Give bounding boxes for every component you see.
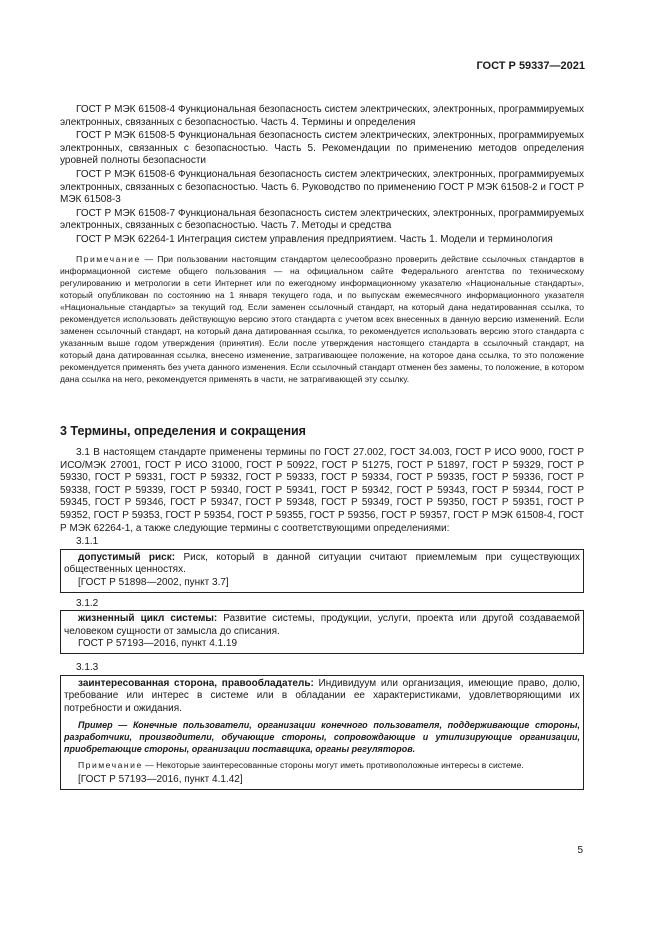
- note-text: — При пользовании настоящим стандартом целесообразно проверить действие ссылочных стандартов в информационной системе общего пользования — на официальном сайте Федерального агентства по техническому регулированию и метрологии в сети Интернет или по ежегодному информационному указателю «Национальные стандарты», который опубликован по состоянию на 1 января текущего года, и по выпускам ежемесячного информационного указателя «Национальные стандарты» за текущий год. Если заменен ссылочный стандарт, на который дана недатированная ссылка, то рекомендуется использовать действующую версию этого стандарта с учетом всех внесенных в данную версию изменений. Если заменен ссылочный стандарт, на который дана датированная ссылка, то рекомендуется использовать версию этого стандарта с указанным выше годом утверждения (принятия). Если после утверждения настоящего стандарта в ссылочный стандарт, на который дана датированная ссылка, внесено изменение, затрагивающее положение, на которое дана ссылка, то это положение рекомендуется применять без учета данного изменения. Если ссылочный стандарт отменен без замены, то положение, в котором дана ссылка на него, рекомендуется применять в части, не затрагивающей эту ссылку.: [60, 254, 584, 384]
- note-label: Примечание: [76, 254, 141, 264]
- term-title: заинтересованная сторона, правообладатель:: [78, 677, 314, 689]
- term-definition: Развитие системы, продукции, услуги, проекта или другой создаваемой человеком сущности от замысла до списания.: [64, 613, 580, 637]
- reference-item: ГОСТ Р МЭК 61508-5 Функциональная безопасность систем электрических, электронных, программируемых электронных, связанных с безопасностью. Часть 5. Рекомендации по применению методов определения уровней полноты безопасности: [60, 130, 584, 167]
- term-source: ГОСТ Р 57193—2016, пункт 4.1.19: [78, 638, 238, 650]
- term-box: [60, 675, 584, 790]
- term-number: 3.1.2: [76, 597, 99, 609]
- section-intro: 3.1 В настоящем стандарте применены термины по ГОСТ 27.002, ГОСТ 34.003, ГОСТ Р ИСО 9000, ГОСТ Р ИСО/МЭК 27001, ГОСТ Р ИСО 31000, ГОСТ Р 50922, ГОСТ Р 51275, ГОСТ Р 51897, ГОСТ Р 59329, ГОСТ Р 59330, ГОСТ Р 59331, ГОСТ Р 59332, ГОСТ Р 59333, ГОСТ Р 59334, ГОСТ Р 59335, ГОСТ Р 59336, ГОСТ Р 59338, ГОСТ Р 59339, ГОСТ Р 59340, ГОСТ Р 59341, ГОСТ Р 59342, ГОСТ Р 59343, ГОСТ Р 59344, ГОСТ Р 59345, ГОСТ Р 59346, ГОСТ Р 59347, ГОСТ Р 59348, ГОСТ Р 59349, ГОСТ Р 59350, ГОСТ Р 59351, ГОСТ Р 59352, ГОСТ Р 59353, ГОСТ Р 59354, ГОСТ Р 59355, ГОСТ Р 59356, ГОСТ Р 59357, ГОСТ Р МЭК 61508-4, ГОСТ Р МЭК 62264-1, а также следующие термины с соответствующими определениями:: [60, 447, 584, 534]
- references-list: [60, 104, 584, 248]
- reference-item: ГОСТ Р МЭК 62264-1 Интеграция систем управления предприятием. Часть 1. Модели и терминология: [76, 233, 553, 245]
- term-source: [ГОСТ Р 51898—2002, пункт 3.7]: [78, 576, 229, 588]
- document-header-id: ГОСТ Р 59337—2021: [476, 60, 585, 72]
- section-3: [60, 424, 584, 790]
- note-text: — Некоторые заинтересованные стороны могут иметь противоположные интересы в системе.: [142, 760, 524, 771]
- term-box: [60, 610, 584, 654]
- term-definition: Риск, который в данной ситуации считают приемлемым при существующих общественных ценностях.: [64, 551, 580, 576]
- term-source: [ГОСТ Р 57193—2016, пункт 4.1.42]: [78, 774, 243, 786]
- term-title: допустимый риск:: [78, 551, 176, 563]
- reference-item: ГОСТ Р МЭК 61508-7 Функциональная безопасность систем электрических, электронных, программируемых электронных, связанных с безопасностью. Часть 7. Методы и средства: [60, 207, 584, 232]
- term-definition: Индивидуум или организация, имеющие право, долю, требование или интерес в системе или в обладании ее характеристиками, удовлетворяющими их потребности и ожидания.: [64, 677, 580, 714]
- term-number: 3.1.3: [76, 661, 99, 673]
- reference-note: [60, 253, 584, 385]
- reference-item: ГОСТ Р МЭК 61508-6 Функциональная безопасность систем электрических, электронных, программируемых электронных, связанных с безопасностью. Часть 6. Руководство по применению ГОСТ Р МЭК 61508-2 и ГОСТ Р МЭК 61508-3: [60, 168, 584, 206]
- term-title: жизненный цикл системы:: [78, 613, 218, 625]
- page-number: 5: [577, 845, 583, 856]
- reference-item: ГОСТ Р МЭК 61508-4 Функциональная безопасность систем электрических, электронных, программируемых электронных, связанных с безопасностью. Часть 4. Термины и определения: [60, 104, 584, 128]
- term-example: Пример — Конечные пользователи, организации конечного пользователя, поддерживающие стороны, разработчики, производители, обучающие стороны, сопровождающие и утилизирующие организации, приобретающие стороны, организации поставщика, органы регуляторов.: [64, 720, 580, 755]
- note-label: Примечание: [78, 760, 143, 771]
- term-number: 3.1.1: [76, 536, 99, 548]
- term-box: [60, 549, 584, 593]
- section-heading: 3 Термины, определения и сокращения: [60, 424, 306, 438]
